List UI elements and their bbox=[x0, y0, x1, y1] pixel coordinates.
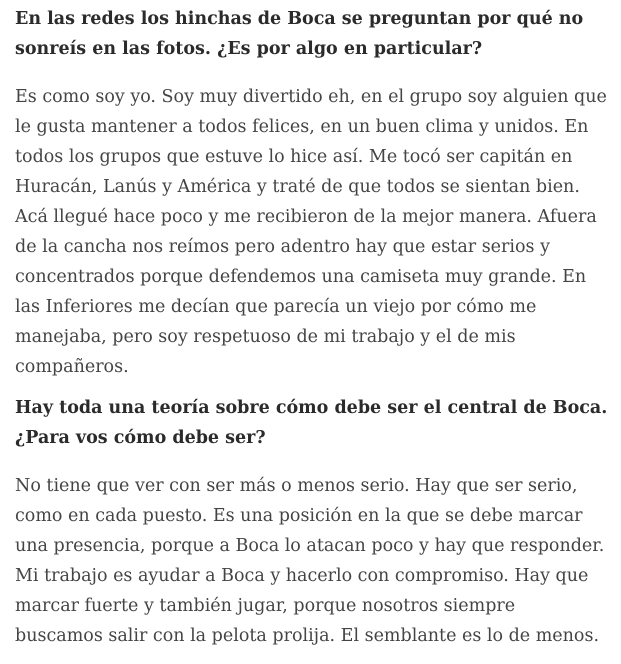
answer-1-line: concentrados porque defendemos una camiseta muy grande. En bbox=[15, 267, 587, 287]
question-1-line: sonreís en las fotos. ¿Es por algo en particular? bbox=[15, 39, 483, 59]
answer-2-line: Mi trabajo es ayudar a Boca y hacerlo con compromiso. Hay que bbox=[15, 566, 589, 586]
answer-1-line: Acá llegué hace poco y me recibieron de la mejor manera. Afuera bbox=[15, 207, 597, 227]
answer-1-line: manejaba, pero soy respetuoso de mi trabajo y el de mis bbox=[15, 327, 516, 347]
question-1-line: En las redes los hinchas de Boca se preguntan por qué no bbox=[15, 9, 584, 29]
interview-question-2 bbox=[15, 393, 608, 453]
interview-answer-2 bbox=[15, 471, 615, 651]
answer-1-line: Es como soy yo. Soy muy divertido eh, en el grupo soy alguien que bbox=[15, 87, 607, 107]
answer-1-line: de la cancha nos reímos pero adentro hay que estar serios y bbox=[15, 237, 550, 257]
question-2-line: ¿Para vos cómo debe ser? bbox=[15, 428, 266, 448]
answer-2-line: una presencia, porque a Boca lo atacan poco y hay que responder. bbox=[15, 536, 605, 556]
answer-1-line: las Inferiores me decían que parecía un viejo por cómo me bbox=[15, 297, 537, 317]
answer-2-line: No tiene que ver con ser más o menos serio. Hay que ser serio, bbox=[15, 476, 578, 496]
interview-answer-1 bbox=[15, 82, 615, 382]
answer-1-line: todos los grupos que estuve lo hice así. Me tocó ser capitán en bbox=[15, 147, 573, 167]
answer-1-line: le gusta mantener a todos felices, en un buen clima y unidos. En bbox=[15, 117, 589, 137]
answer-2-line: buscamos salir con la pelota prolija. El semblante es lo de menos. bbox=[15, 626, 600, 646]
answer-2-line: como en cada puesto. Es una posición en la que se debe marcar bbox=[15, 506, 583, 526]
question-2-line: Hay toda una teoría sobre cómo debe ser el central de Boca. bbox=[15, 398, 608, 418]
answer-1-line: compañeros. bbox=[15, 357, 129, 377]
answer-2-line: marcar fuerte y también jugar, porque nosotros siempre bbox=[15, 596, 516, 616]
answer-1-line: Huracán, Lanús y América y traté de que todos se sientan bien. bbox=[15, 177, 580, 197]
interview-question-1 bbox=[15, 4, 605, 64]
